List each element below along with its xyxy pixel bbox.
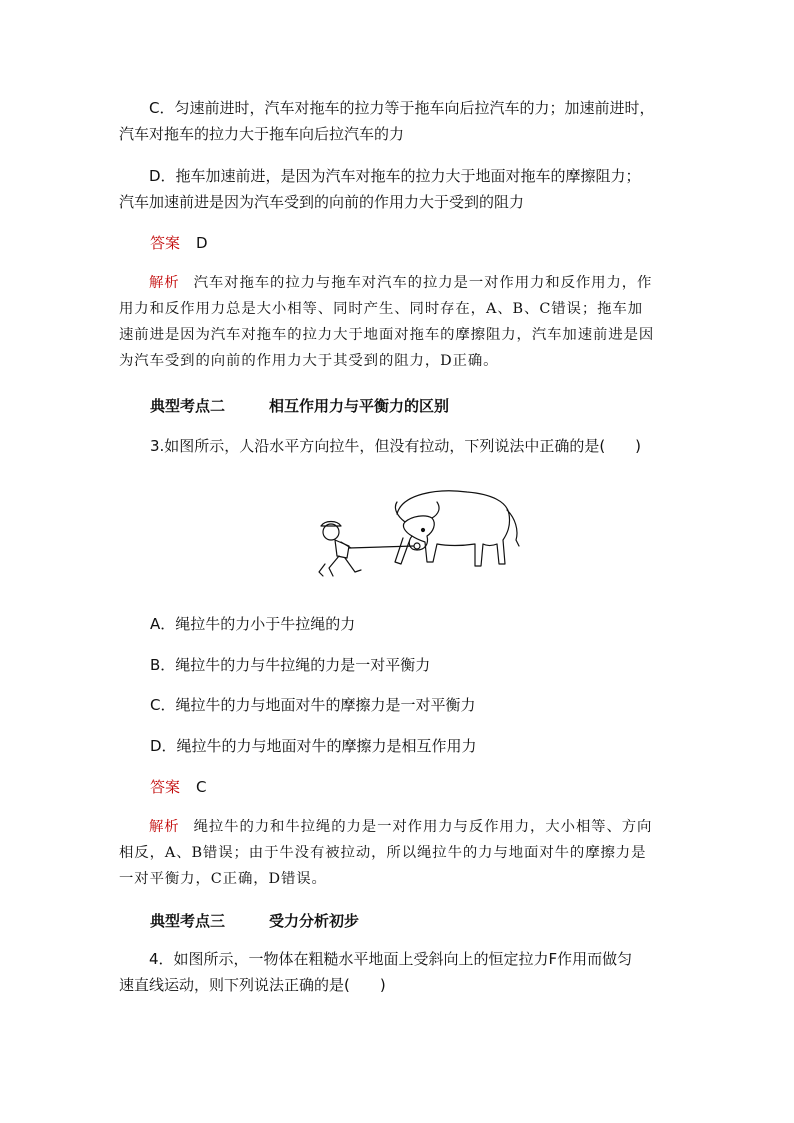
explanation-line2: 用力和反作用力总是大小相等、同时产生、同时存在，A、B、C错误；拖车加 <box>119 301 643 317</box>
answer-label: 答案 <box>150 778 181 796</box>
section-title: 受力分析初步 <box>269 912 360 930</box>
q4-stem-line2: 速直线运动，则下列说法正确的是( ) <box>119 976 386 994</box>
man-pulling-ox-figure <box>297 474 529 594</box>
q2-answer <box>150 232 208 253</box>
answer-label: 答案 <box>150 234 181 252</box>
explanation-line3: 速前进是因为汽车对拖车的拉力大于地面对拖车的摩擦阻力，汽车加速前进是因 <box>119 327 655 343</box>
explanation-line4: 为汽车受到的向前的作用力大于其受到的阻力，D正确。 <box>119 353 499 369</box>
explanation-line1: 绳拉牛的力和牛拉绳的力是一对作用力与反作用力，大小相等、方向 <box>193 819 653 835</box>
q3-stem: 3.如图所示，人沿水平方向拉牛，但没有拉动，下列说法中正确的是( ) <box>150 437 642 455</box>
explanation-line1: 汽车对拖车的拉力与拖车对汽车的拉力是一对作用力和反作用力，作 <box>193 275 653 291</box>
section-heading-3 <box>150 910 359 931</box>
q3-option-c: C．绳拉牛的力与地面对牛的摩擦力是一对平衡力 <box>150 696 476 714</box>
explanation-label: 解析 <box>149 275 180 291</box>
ox-body <box>397 491 510 566</box>
section-label: 典型考点三 <box>150 912 226 930</box>
section-title: 相互作用力与平衡力的区别 <box>269 397 450 415</box>
person-leg-back <box>329 556 339 576</box>
section-label: 典型考点二 <box>150 397 226 415</box>
q4-stem-line1: 4．如图所示，一物体在粗糙水平地面上受斜向上的恒定拉力F作用而做匀 <box>149 950 633 968</box>
ox-horn-right <box>432 502 439 518</box>
answer-value: C <box>196 778 207 796</box>
section-heading-2 <box>150 395 449 416</box>
q3-option-d: D．绳拉牛的力与地面对牛的摩擦力是相互作用力 <box>150 737 477 755</box>
explanation-line2: 相反，A、B错误；由于牛没有被拉动，所以绳拉牛的力与地面对牛的摩擦力是 <box>119 845 647 861</box>
q2-option-c-line1: C．匀速前进时，汽车对拖车的拉力等于拖车向后拉汽车的力；加速前进时， <box>149 99 655 117</box>
ox-horn-left <box>395 502 405 522</box>
q2-option-d <box>119 163 689 215</box>
q3-answer <box>150 776 207 797</box>
q2-explanation <box>119 270 689 374</box>
q2-option-c <box>119 95 689 147</box>
answer-value: D <box>196 234 208 252</box>
q3-explanation <box>119 814 689 892</box>
person-arm <box>341 542 351 548</box>
q2-option-d-line1: D．拖车加速前进，是因为汽车对拖车的拉力大于地面对拖车的摩擦阻力； <box>149 167 641 185</box>
explanation-line3: 一对平衡力，C正确，D错误。 <box>119 871 327 887</box>
explanation-label: 解析 <box>149 819 180 835</box>
q3-option-b: B．绳拉牛的力与牛拉绳的力是一对平衡力 <box>150 656 431 674</box>
ox-nose-ring <box>414 543 420 549</box>
q2-option-c-line2: 汽车对拖车的拉力大于拖车向后拉汽车的力 <box>119 125 405 143</box>
q3-option-a: A．绳拉牛的力小于牛拉绳的力 <box>150 615 356 633</box>
ox-illustration <box>297 474 529 594</box>
q4-stem <box>119 946 689 998</box>
rope <box>349 546 414 548</box>
q2-option-d-line2: 汽车加速前进是因为汽车受到的向前的作用力大于受到的阻力 <box>119 193 525 211</box>
person-leg-front <box>345 558 361 572</box>
